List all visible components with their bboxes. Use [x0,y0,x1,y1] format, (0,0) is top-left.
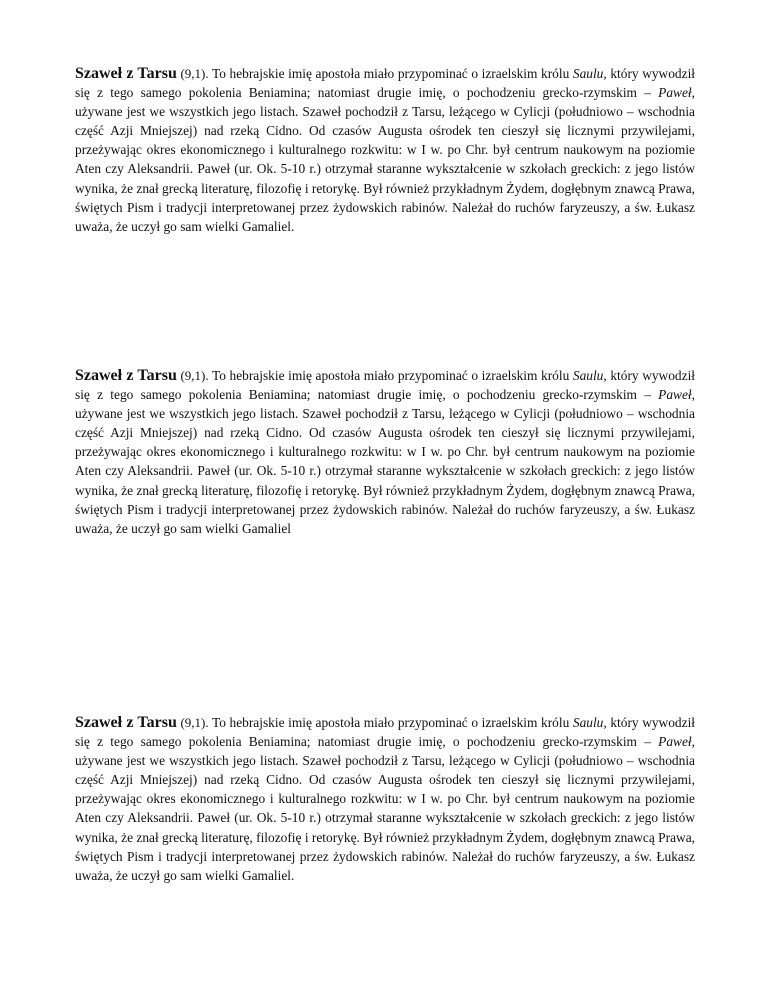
paragraph-title: Szaweł z Tarsu [75,65,177,82]
paragraph-text: To hebrajskie imię apostoła miało przypominać o izraelskim królu [208,368,573,383]
italic-name-saul: Saulu [572,715,604,730]
paragraph-text: , który wywodził się z tego samego pokolenia Beniamina; natomiast drugie imię, o pochodzeniu grecko-rzymskim – [75,368,696,403]
paragraph-1 [75,64,695,236]
paragraph-text: , używane jest we wszystkich jego listach. Szaweł pochodził z Tarsu, leżącego w Cylicji (południowo – wschodnia część Azji Mniejszej) nad rzeką Cidno. Od czasów Augusta ośrodek ten cieszył się licznymi przywilejami, przeżywając okres ekonomicznego i kulturalnego rozkwitu: w I w. po Chr. był centrum naukowym na poziomie Aten czy Aleksandrii. Paweł (ur. Ok. 5-10 r.) otrzymał staranne wykształcenie w szkołach greckich: z jego listów wynika, że znał grecką literaturę, filozofię i retorykę. Był również przykładnym Żydem, dogłębnym znawcą Prawa, świętych Pism i tradycji interpretowanej przez żydowskich rabinów. Należał do ruchów faryzeuszy, a św. Łukasz uważa, że uczył go sam wielki Gamaliel. [75,734,695,883]
paragraph-text: , który wywodził się z tego samego pokolenia Beniamina; natomiast drugie imię, o pochodzeniu grecko-rzymskim – [75,715,696,750]
italic-name-saul: Saulu [572,66,604,81]
italic-name-saul: Saulu [572,368,604,383]
paragraph-text: , używane jest we wszystkich jego listach. Szaweł pochodził z Tarsu, leżącego w Cylicji (południowo – wschodnia część Azji Mniejszej) nad rzeką Cidno. Od czasów Augusta ośrodek ten cieszył się licznymi przywilejami, przeżywając okres ekonomicznego i kulturalnego rozkwitu: w I w. po Chr. był centrum naukowym na poziomie Aten czy Aleksandrii. Paweł (ur. Ok. 5-10 r.) otrzymał staranne wykształcenie w szkołach greckich: z jego listów wynika, że znał grecką literaturę, filozofię i retorykę. Był również przykładnym Żydem, dogłębnym znawcą Prawa, świętych Pism i tradycji interpretowanej przez żydowskich rabinów. Należał do ruchów faryzeuszy, a św. Łukasz uważa, że uczył go sam wielki Gamaliel [75,387,695,536]
paragraph-title: Szaweł z Tarsu [75,367,177,384]
verse-reference: (9,1). [180,66,209,81]
verse-reference: (9,1). [180,368,209,383]
paragraph-text: , używane jest we wszystkich jego listach. Szaweł pochodził z Tarsu, leżącego w Cylicji (południowo – wschodnia część Azji Mniejszej) nad rzeką Cidno. Od czasów Augusta ośrodek ten cieszył się licznymi przywilejami, przeżywając okres ekonomicznego i kulturalnego rozkwitu: w I w. po Chr. był centrum naukowym na poziomie Aten czy Aleksandrii. Paweł (ur. Ok. 5-10 r.) otrzymał staranne wykształcenie w szkołach greckich: z jego listów wynika, że znał grecką literaturę, filozofię i retorykę. Był również przykładnym Żydem, dogłębnym znawcą Prawa, świętych Pism i tradycji interpretowanej przez żydowskich rabinów. Należał do ruchów faryzeuszy, a św. Łukasz uważa, że uczył go sam wielki Gamaliel. [75,85,695,234]
paragraph-3 [75,713,695,885]
italic-name-pawel: Paweł [658,387,692,403]
paragraph-title: Szaweł z Tarsu [75,714,177,731]
paragraph-text: , który wywodził się z tego samego pokolenia Beniamina; natomiast drugie imię, o pochodzeniu grecko-rzymskim – [75,66,696,101]
paragraph-2 [75,366,695,538]
paragraph-text: To hebrajskie imię apostoła miało przypominać o izraelskim królu [208,715,573,730]
paragraph-text: To hebrajskie imię apostoła miało przypominać o izraelskim królu [208,66,573,81]
italic-name-pawel: Paweł [658,85,692,101]
verse-reference: (9,1). [180,715,209,730]
italic-name-pawel: Paweł [658,734,692,750]
